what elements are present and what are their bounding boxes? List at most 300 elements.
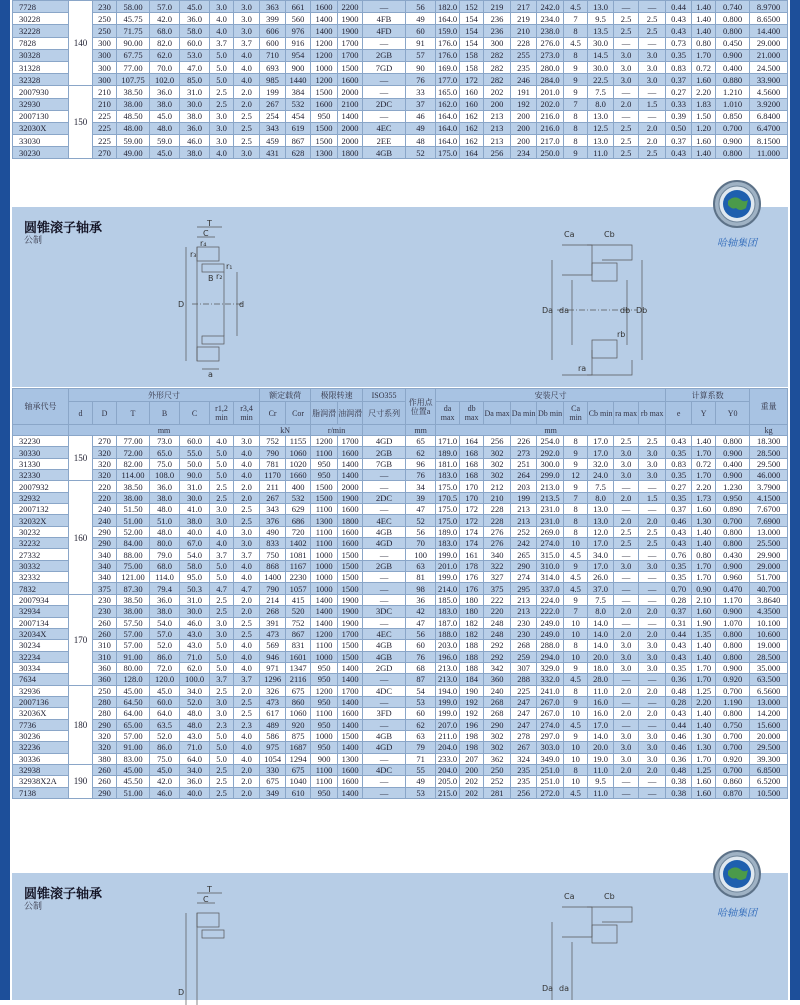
table-cell: 200 <box>460 764 484 775</box>
table-cell: 50.3 <box>180 583 210 594</box>
table-cell: 833 <box>260 538 286 549</box>
label-a: a <box>208 370 213 379</box>
table-cell: 213 <box>511 606 537 617</box>
table-cell: 1600 <box>338 776 363 787</box>
table-cell: 65.00 <box>117 719 150 730</box>
table-cell: 3.0 <box>234 526 260 537</box>
table-cell: 752 <box>260 436 286 447</box>
table-body <box>13 436 788 799</box>
table-cell: 473 <box>260 696 286 707</box>
table-cell: 248 <box>484 617 511 628</box>
table-cell: 299.0 <box>537 470 564 481</box>
table-cell: 55.0 <box>180 447 210 458</box>
table-cell: 60 <box>406 640 436 651</box>
table-cell: 17.0 <box>588 560 614 571</box>
table-cell: 1296 <box>260 674 286 685</box>
table-cell: 252 <box>484 776 511 787</box>
table-cell: 79.4 <box>150 583 180 594</box>
table-cell: 30.0 <box>588 61 614 73</box>
table-cell: 251.0 <box>537 776 564 787</box>
table-cell: 1300 <box>338 753 363 764</box>
table-cell: 34.0 <box>180 764 210 775</box>
table-cell: 332.0 <box>537 674 564 685</box>
table-cell: 250 <box>484 764 511 775</box>
table-cell: 2.0 <box>614 98 639 110</box>
table-cell: 0.800 <box>716 436 750 447</box>
table-cell: 53 <box>406 787 436 798</box>
bearing-code: 32934 <box>13 606 69 617</box>
table-cell: — <box>363 504 406 515</box>
table-cell: 2.5 <box>210 776 234 787</box>
table-cell: 0.880 <box>716 74 750 86</box>
table-cell: 240 <box>93 504 117 515</box>
bearing-dimension-diagram <box>172 885 252 1005</box>
table-cell: 10 <box>564 628 588 639</box>
table-cell: 14.0 <box>588 617 614 628</box>
table-cell: 0.83 <box>666 61 692 73</box>
table-cell: 9 <box>564 86 588 98</box>
table-cell: 3.0 <box>234 1 260 13</box>
table-cell: 38.50 <box>117 594 150 605</box>
table-cell: 70.0 <box>150 61 180 73</box>
table-cell: 158 <box>460 61 484 73</box>
table-cell: 4.7 <box>234 583 260 594</box>
table-cell: 57.00 <box>117 628 150 639</box>
table-cell: 45.0 <box>150 110 180 122</box>
table-cell: 8.9700 <box>750 1 788 13</box>
table-cell: 9 <box>564 447 588 458</box>
table-cell: 1660 <box>286 470 311 481</box>
table-cell: 199.0 <box>436 696 460 707</box>
table-cell: 14.0 <box>588 730 614 741</box>
table-cell: 0.46 <box>666 742 692 753</box>
col-sub-header: d <box>69 402 93 425</box>
table-cell: 0.900 <box>716 662 750 673</box>
label-Da: Da <box>542 984 554 993</box>
table-cell: 1500 <box>311 122 338 134</box>
table-cell: 282 <box>484 49 511 61</box>
table-cell: 302 <box>484 730 511 741</box>
table-cell: 9 <box>564 61 588 73</box>
table-cell: 56 <box>406 628 436 639</box>
table-cell: 231.0 <box>537 515 564 526</box>
table-cell: 1400 <box>311 617 338 628</box>
table-cell: 288 <box>511 674 537 685</box>
table-cell: 13.0 <box>588 515 614 526</box>
table-cell: 30.0 <box>588 37 614 49</box>
table-cell: 4.0 <box>234 61 260 73</box>
table-cell: 2.5 <box>210 764 234 775</box>
table-cell: 80.0 <box>150 538 180 549</box>
table-cell: 1.40 <box>692 640 716 651</box>
table-cell: 205.0 <box>436 776 460 787</box>
table-cell: 1.40 <box>692 538 716 549</box>
table-cell: 384 <box>286 86 311 98</box>
table-cell: 0.900 <box>716 470 750 481</box>
table-cell: 56 <box>406 1 436 13</box>
col-sub-header: Da max <box>484 402 511 425</box>
label-r2: r₂ <box>216 272 223 281</box>
table-cell: 0.28 <box>666 696 692 707</box>
unit-mm-a: mm <box>406 425 436 436</box>
table-cell: 1400 <box>311 25 338 37</box>
table-row <box>13 25 788 37</box>
table-cell: 164 <box>460 147 484 159</box>
bearing-table-continued <box>12 0 788 159</box>
table-cell: 0.44 <box>666 628 692 639</box>
table-cell: 37 <box>406 98 436 110</box>
table-cell: 1.210 <box>716 86 750 98</box>
table-cell: 273.0 <box>537 49 564 61</box>
right-side-bar <box>790 0 800 1000</box>
table-cell: 2.5 <box>639 147 666 159</box>
table-cell: 322 <box>484 560 511 571</box>
table-row <box>13 674 788 685</box>
table-cell: 45.0 <box>150 147 180 159</box>
table-cell: 3.0 <box>614 458 639 469</box>
table-cell: 1294 <box>286 753 311 764</box>
table-cell: 1200 <box>311 37 338 49</box>
table-cell: 2.5 <box>210 98 234 110</box>
bearing-code: 2007932 <box>13 481 69 492</box>
table-cell: — <box>639 674 666 685</box>
table-cell: 7GD <box>363 61 406 73</box>
table-cell: 202 <box>460 776 484 787</box>
table-cell: 213 <box>484 110 511 122</box>
table-cell: 230 <box>93 1 117 13</box>
table-row <box>13 651 788 662</box>
table-cell: 201.0 <box>537 86 564 98</box>
table-cell: 5.0 <box>210 651 234 662</box>
table-cell: 71 <box>406 753 436 764</box>
table-cell: 2.0 <box>234 685 260 696</box>
table-cell: 164 <box>460 436 484 447</box>
table-row <box>13 61 788 73</box>
table-cell: 230 <box>93 594 117 605</box>
table-cell: 192 <box>460 696 484 707</box>
table-cell: 1600 <box>338 447 363 458</box>
table-cell: 1600 <box>338 504 363 515</box>
table-cell: 202 <box>460 787 484 798</box>
table-cell: 3.0 <box>234 147 260 159</box>
table-cell: 203 <box>511 481 537 492</box>
table-cell: 0.43 <box>666 147 692 159</box>
table-cell: 38.0 <box>150 492 180 503</box>
table-cell: 0.890 <box>716 504 750 515</box>
table-cell: 3.0 <box>234 538 260 549</box>
table-cell: 307 <box>511 662 537 673</box>
table-cell: 3.0 <box>210 628 234 639</box>
table-row <box>13 122 788 134</box>
table-cell: 51.00 <box>117 787 150 798</box>
table-cell: 2.5 <box>234 708 260 719</box>
table-cell: 4.0 <box>210 538 234 549</box>
table-cell: 2000 <box>338 135 363 147</box>
table-cell: 288.0 <box>537 640 564 651</box>
table-cell: 2EE <box>363 135 406 147</box>
table-cell: 213 <box>484 122 511 134</box>
table-cell: 189.0 <box>436 526 460 537</box>
table-cell: 58.00 <box>117 1 150 13</box>
table-cell: 38.0 <box>150 606 180 617</box>
section-title: 圆锥滚子轴承 <box>24 887 103 902</box>
table-cell: 290 <box>511 560 537 571</box>
logo-text: 哈轴集团 <box>717 238 757 249</box>
table-cell: 292.0 <box>537 447 564 458</box>
table-cell: 320 <box>93 742 117 753</box>
table-cell: 30.0 <box>180 606 210 617</box>
table-cell: 985 <box>260 74 286 86</box>
table-cell: 3.0 <box>210 515 234 526</box>
table-cell: 30.0 <box>180 492 210 503</box>
table-cell: 9 <box>564 696 588 707</box>
table-cell: — <box>614 719 639 730</box>
table-cell: 0.900 <box>716 560 750 571</box>
bearing-code: 7832 <box>13 583 69 594</box>
col-sub-header: 尺寸系列 <box>363 402 406 425</box>
table-cell: 4.0 <box>210 25 234 37</box>
table-cell: 2.5 <box>210 606 234 617</box>
bearing-code: 32030X <box>13 122 69 134</box>
table-cell: 20.0 <box>588 742 614 753</box>
table-cell: 1.60 <box>692 504 716 515</box>
table-cell: 38.0 <box>180 110 210 122</box>
table-cell: 337.0 <box>537 583 564 594</box>
table-cell: 1.40 <box>692 651 716 662</box>
table-cell: 281 <box>484 787 511 798</box>
table-cell: 75.00 <box>117 560 150 571</box>
table-cell: 3.0 <box>614 447 639 458</box>
table-row <box>13 526 788 537</box>
table-cell: 0.80 <box>692 37 716 49</box>
table-cell: 180 <box>460 606 484 617</box>
table-cell: 260 <box>93 776 117 787</box>
table-cell: 176.0 <box>436 37 460 49</box>
bearing-code: 2007132 <box>13 504 69 515</box>
table-cell: 324 <box>511 753 537 764</box>
table-cell: 199 <box>511 492 537 503</box>
table-cell: 5.0 <box>210 753 234 764</box>
table-cell: 314.0 <box>537 572 564 583</box>
table-cell: 4.5 <box>564 1 588 13</box>
table-cell: 20.0 <box>588 651 614 662</box>
table-cell: 13.000 <box>750 696 788 707</box>
table-cell: 268 <box>260 606 286 617</box>
table-cell: 0.72 <box>692 458 716 469</box>
table-cell: 1100 <box>311 764 338 775</box>
table-cell: 2.5 <box>614 135 639 147</box>
table-cell: 290 <box>484 719 511 730</box>
table-cell: 0.800 <box>716 628 750 639</box>
table-cell: 2.5 <box>210 787 234 798</box>
table-cell: 161 <box>460 549 484 560</box>
table-cell: 247 <box>511 719 537 730</box>
unit-blank <box>13 425 69 436</box>
table-cell: 0.35 <box>666 572 692 583</box>
bearing-code: 30228 <box>13 13 69 25</box>
table-cell: 10 <box>564 617 588 628</box>
table-cell: 2.0 <box>614 764 639 775</box>
bore-diameter-group: 190 <box>69 764 93 798</box>
table-cell: 2.3 <box>210 719 234 730</box>
table-cell: — <box>363 37 406 49</box>
table-cell: 36.0 <box>150 86 180 98</box>
table-cell: 4.0 <box>210 436 234 447</box>
table-cell: 10 <box>564 753 588 764</box>
table-cell: 831 <box>286 640 311 651</box>
table-row <box>13 787 788 798</box>
table-cell: 290 <box>93 526 117 537</box>
table-cell: 342 <box>484 662 511 673</box>
table-cell: 320 <box>93 730 117 741</box>
table-cell: 867 <box>286 135 311 147</box>
table-cell: 1.70 <box>692 753 716 764</box>
table-cell: 0.48 <box>666 764 692 775</box>
table-cell: 1687 <box>286 742 311 753</box>
table-cell: 4.0 <box>234 470 260 481</box>
table-cell: 270 <box>93 436 117 447</box>
table-cell: 5.0 <box>210 74 234 86</box>
col-sub-header: r3,4 min <box>234 402 260 425</box>
table-cell: 1700 <box>338 685 363 696</box>
table-cell: 68.0 <box>150 560 180 571</box>
table-cell: 265 <box>511 549 537 560</box>
table-cell: — <box>363 549 406 560</box>
bearing-code: 30328 <box>13 49 69 61</box>
table-cell: 375 <box>93 583 117 594</box>
bearing-code: 30234 <box>13 640 69 651</box>
col-sub-header: db max <box>460 402 484 425</box>
table-cell: 174 <box>460 538 484 549</box>
table-cell: 40.0 <box>180 526 210 537</box>
table-cell: 252 <box>511 526 537 537</box>
table-cell: 38.0 <box>180 515 210 526</box>
table-cell: 6.8500 <box>750 764 788 775</box>
mounting-dimension-diagram <box>542 887 652 1000</box>
table-cell: 48.0 <box>180 719 210 730</box>
table-cell: 60.0 <box>180 436 210 447</box>
table-cell: 3.7 <box>234 37 260 49</box>
table-cell: 235 <box>511 776 537 787</box>
bearing-code: 32936 <box>13 685 69 696</box>
table-cell: — <box>614 776 639 787</box>
table-cell: 1200 <box>311 49 338 61</box>
table-cell: 268 <box>511 640 537 651</box>
table-cell: 0.38 <box>666 787 692 798</box>
table-cell: 0.37 <box>666 606 692 617</box>
table-cell: 950 <box>311 719 338 730</box>
table-cell: 36.0 <box>150 594 180 605</box>
table-row <box>13 1 788 13</box>
table-cell: — <box>639 776 666 787</box>
table-cell: 60.0 <box>180 37 210 49</box>
table-cell: 569 <box>260 640 286 651</box>
table-cell: 52.0 <box>150 730 180 741</box>
table-row <box>13 730 788 741</box>
table-cell: 2100 <box>338 98 363 110</box>
table-cell: 1400 <box>260 572 286 583</box>
table-cell: 2.5 <box>639 25 666 37</box>
table-cell: 192 <box>460 708 484 719</box>
table-cell: 86.0 <box>150 742 180 753</box>
table-cell: — <box>363 74 406 86</box>
table-cell: 2.5 <box>639 13 666 25</box>
table-row <box>13 742 788 753</box>
table-cell: 274 <box>511 572 537 583</box>
table-cell: 2.3 <box>234 719 260 730</box>
table-cell: 204.0 <box>436 742 460 753</box>
table-cell: 48 <box>406 135 436 147</box>
table-cell: 276 <box>484 526 511 537</box>
table-cell: 790 <box>260 447 286 458</box>
table-cell: 1400 <box>338 742 363 753</box>
table-cell: 8 <box>564 685 588 696</box>
table-cell: 9 <box>564 481 588 492</box>
table-cell: 235 <box>511 61 537 73</box>
table-cell: 2.0 <box>614 606 639 617</box>
table-cell: 0.83 <box>666 458 692 469</box>
table-cell: 4GD <box>363 742 406 753</box>
table-cell: 278 <box>511 730 537 741</box>
table-cell: 3.0 <box>614 560 639 571</box>
table-cell: 210 <box>93 86 117 98</box>
table-cell: 3.7 <box>234 674 260 685</box>
table-cell: 200 <box>511 135 537 147</box>
table-cell: 256 <box>484 436 511 447</box>
table-cell: 1.5 <box>639 98 666 110</box>
table-cell: 219 <box>484 1 511 13</box>
table-cell: 172 <box>460 504 484 515</box>
table-cell: 4DC <box>363 764 406 775</box>
table-cell: 4.5600 <box>750 86 788 98</box>
table-cell: 196 <box>460 719 484 730</box>
table-cell: 52.0 <box>150 640 180 651</box>
table-cell: — <box>363 674 406 685</box>
table-cell: 5.0 <box>210 458 234 469</box>
table-cell: 38.00 <box>117 492 150 503</box>
table-cell: 14.200 <box>750 708 788 719</box>
table-cell: 2.0 <box>614 492 639 503</box>
bearing-code: 2007130 <box>13 110 69 122</box>
table-cell: 216.0 <box>537 110 564 122</box>
table-cell: 2.5 <box>234 504 260 515</box>
table-cell: 247 <box>511 708 537 719</box>
table-cell: 5.0 <box>210 572 234 583</box>
table-row <box>13 594 788 605</box>
table-cell: 0.850 <box>716 110 750 122</box>
table-cell: 4.5 <box>564 787 588 798</box>
bore-diameter-group: 150 <box>69 86 93 159</box>
table-cell: 4EC <box>363 515 406 526</box>
table-cell: 3.0 <box>614 61 639 73</box>
table-cell: 114.00 <box>117 470 150 481</box>
table-cell: 619 <box>286 122 311 134</box>
table-cell: 1100 <box>311 776 338 787</box>
table-cell: 11.0 <box>588 764 614 775</box>
table-cell: 900 <box>286 61 311 73</box>
table-cell: 8 <box>564 110 588 122</box>
table-cell: 1400 <box>311 606 338 617</box>
col-sub-header: Da min <box>511 402 537 425</box>
bearing-globe-icon <box>712 849 762 899</box>
table-cell: 3.0 <box>210 122 234 134</box>
table-cell: 2.5 <box>210 594 234 605</box>
table-cell: 1400 <box>338 662 363 673</box>
table-cell: 1500 <box>338 583 363 594</box>
table-cell: 1000 <box>311 730 338 741</box>
unit-mm: mm <box>69 425 260 436</box>
table-cell: 1060 <box>286 447 311 458</box>
